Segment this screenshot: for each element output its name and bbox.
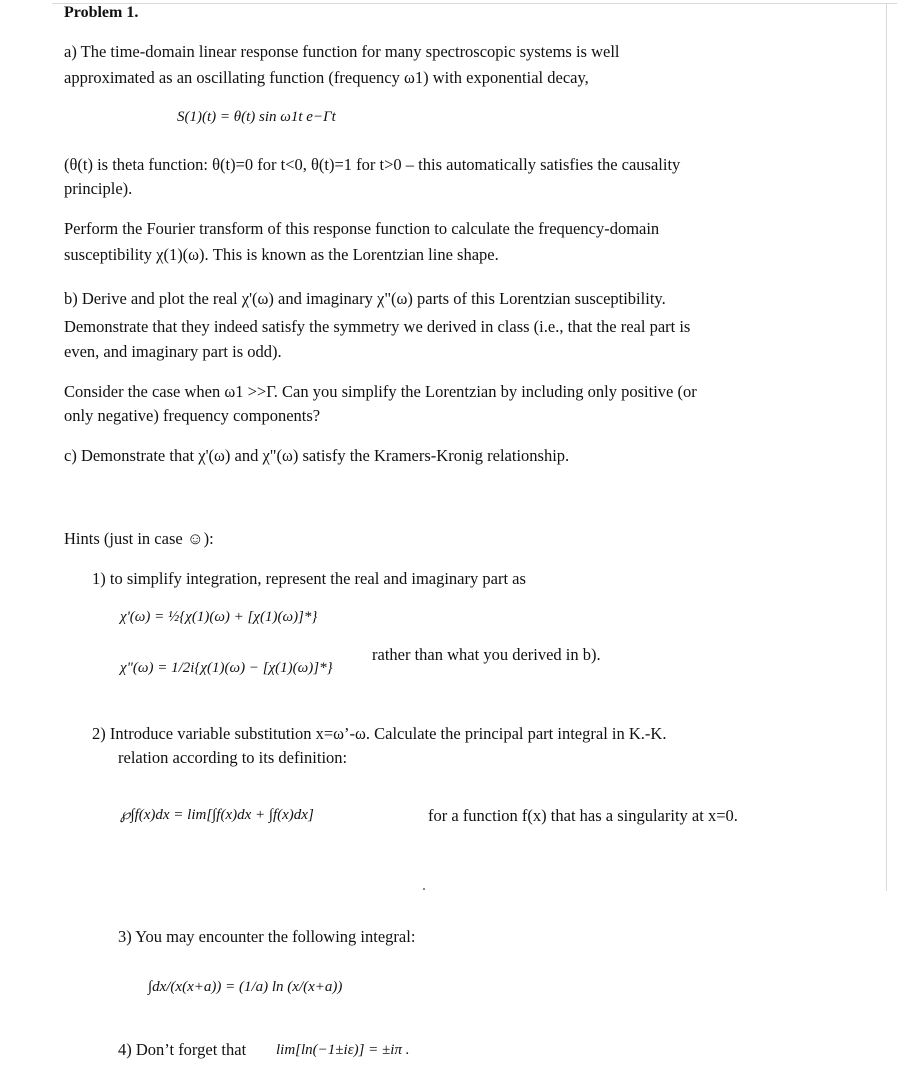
stray-mark	[423, 888, 425, 890]
part-b-line-3: even, and imaginary part is odd).	[64, 342, 282, 361]
part-b-line-1: b) Derive and plot the real χ'(ω) and imaginary χ"(ω) parts of this Lorentzian susceptibility.	[64, 289, 666, 308]
theta-definition-line-2: principle).	[64, 179, 133, 198]
part-b-line-2: Demonstrate that they indeed satisfy the symmetry we derived in class (i.e., that the real part is	[64, 317, 691, 336]
part-a-line-1: a) The time-domain linear response function for many spectroscopic systems is well	[64, 42, 620, 61]
log-limit-equation: lim[ln(−1±iε)] = ±iπ .	[276, 1042, 410, 1058]
hint-1: 1) to simplify integration, represent the real and imaginary part as	[92, 569, 526, 588]
hint-2-line-2: relation according to its definition:	[118, 748, 348, 767]
theta-definition-line-1: (θ(t) is theta function: θ(t)=0 for t<0, θ(t)=1 for t>0 – this automatically satisfies the causality	[64, 155, 681, 174]
imaginary-part-equation: χ"(ω) = 1/2i{χ(1)(ω) − [χ(1)(ω)]*}	[120, 660, 333, 676]
part-c-line-1: c) Demonstrate that χ'(ω) and χ"(ω) satisfy the Kramers-Kronig relationship.	[64, 446, 570, 465]
hint-2-after: for a function f(x) that has a singularity at x=0.	[428, 806, 738, 825]
hint-2-line-1: 2) Introduce variable substitution x=ω’-ω. Calculate the principal part integral in K.-K.	[92, 724, 667, 743]
hint-1-after: rather than what you derived in b).	[372, 645, 601, 664]
page-border-top	[52, 3, 897, 4]
log-integral-equation: ∫dx/(x(x+a)) = (1/a) ln (x/(x+a))	[148, 979, 343, 995]
page-border-right	[886, 3, 887, 891]
real-part-equation: χ'(ω) = ½{χ(1)(ω) + [χ(1)(ω)]*}	[120, 609, 318, 625]
response-function-equation: S(1)(t) = θ(t) sin ω1t e−Γt	[177, 109, 336, 125]
part-a-line-2: approximated as an oscillating function (frequency ω1) with exponential decay,	[64, 68, 589, 87]
problem-title: Problem 1.	[64, 4, 139, 21]
case-line-1: Consider the case when ω1 >>Γ. Can you simplify the Lorentzian by including only positive (or	[64, 382, 697, 401]
case-line-2: only negative) frequency components?	[64, 406, 321, 425]
fourier-line-1: Perform the Fourier transform of this response function to calculate the frequency-domain	[64, 219, 660, 238]
fourier-line-2: susceptibility χ(1)(ω). This is known as the Lorentzian line shape.	[64, 245, 499, 264]
hints-heading: Hints (just in case ☺):	[64, 529, 214, 548]
principal-value-equation: ℘∫f(x)dx = lim[∫f(x)dx + ∫f(x)dx]	[120, 807, 314, 823]
hint-4: 4) Don’t forget that	[118, 1040, 247, 1059]
hint-3: 3) You may encounter the following integral:	[118, 927, 416, 946]
